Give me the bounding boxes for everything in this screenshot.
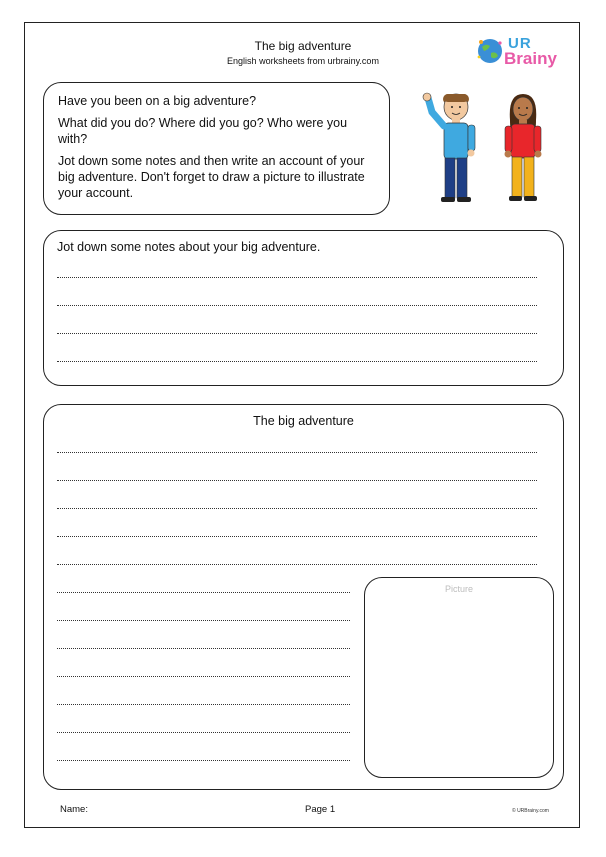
worksheet-subtitle: English worksheets from urbrainy.com [227,56,379,66]
story-writing-line[interactable] [57,620,350,621]
notes-writing-line[interactable] [57,305,537,306]
story-writing-line[interactable] [57,592,350,593]
story-writing-line[interactable] [57,508,537,509]
picture-box[interactable] [364,577,554,778]
story-writing-line[interactable] [57,452,537,453]
children-illustration [408,90,568,210]
story-writing-line[interactable] [57,676,350,677]
worksheet-title: The big adventure [254,39,352,53]
notes-prompt: Jot down some notes about your big adventure. [57,240,321,254]
logo-text-brainy: Brainy [504,49,557,68]
name-label: Name: [60,804,88,815]
intro-instructions: Jot down some notes and then write an account of your big adventure. Don't forget to draw a picture to illustrate your account. [58,154,365,200]
notes-box [43,230,564,386]
story-writing-line[interactable] [57,536,537,537]
girl-figure [505,94,542,201]
page-number: Page 1 [305,804,336,815]
copyright-text: © URBrainy.com [512,808,549,814]
globe-icon [476,37,504,65]
notes-writing-line[interactable] [57,277,537,278]
notes-writing-line[interactable] [57,333,537,334]
urbrainy-logo [470,33,566,73]
story-writing-line[interactable] [57,564,537,565]
notes-writing-line[interactable] [57,361,537,362]
story-writing-line[interactable] [57,760,350,761]
story-title: The big adventure [253,414,354,428]
story-writing-line[interactable] [57,648,350,649]
intro-question: Have you been on a big adventure? [58,94,257,108]
story-writing-line[interactable] [57,732,350,733]
logo-text-ur: UR [508,35,532,52]
intro-box [43,82,390,215]
story-writing-line[interactable] [57,704,350,705]
intro-questions: What did you do? Where did you go? Who were you with? [58,116,348,146]
boy-figure [423,93,475,202]
picture-label: Picture [444,584,473,594]
story-writing-line[interactable] [57,480,537,481]
